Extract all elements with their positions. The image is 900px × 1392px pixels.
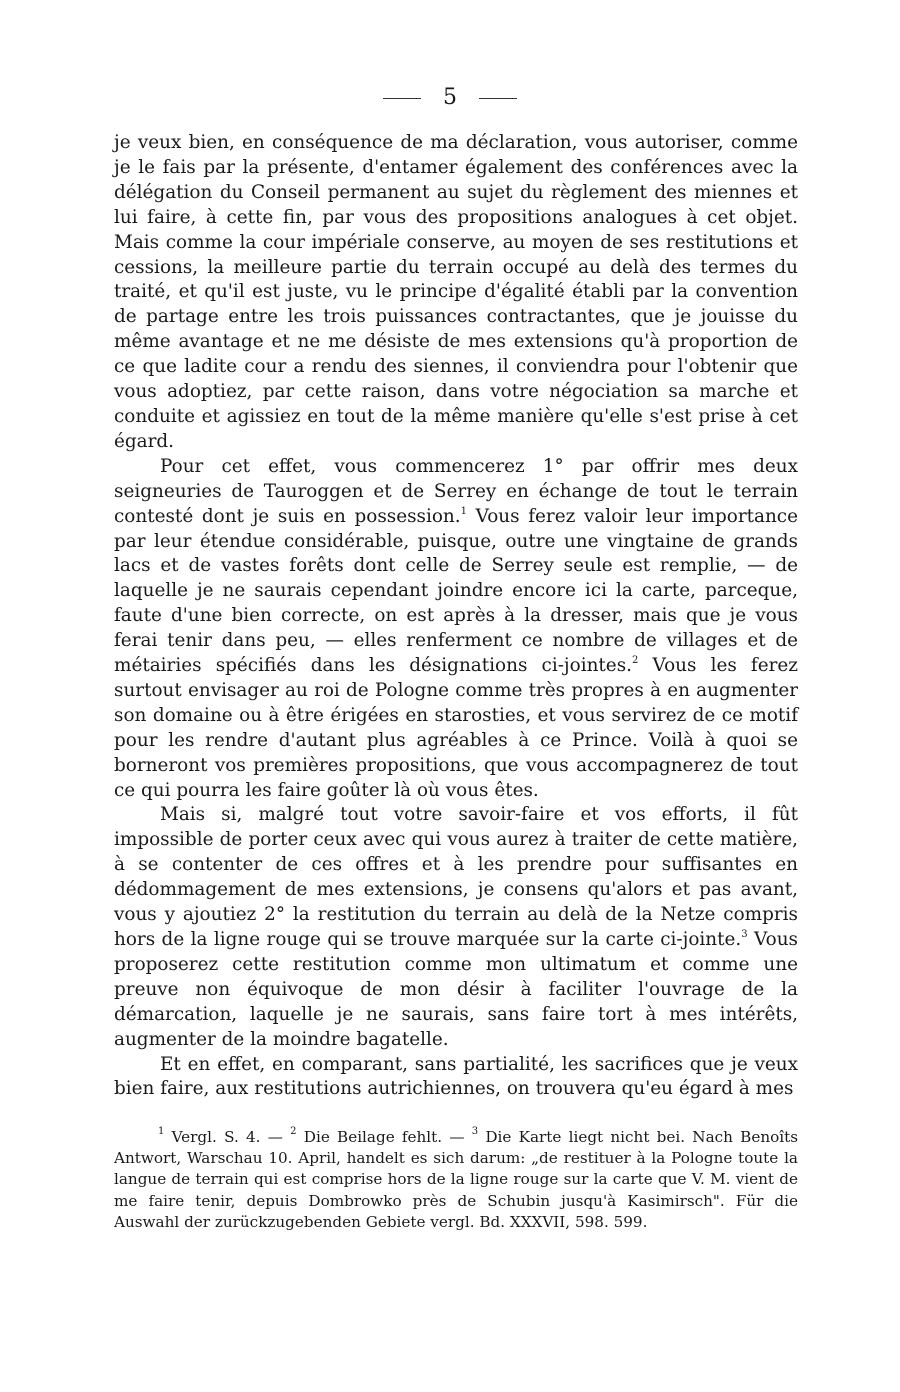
- paragraph-3-part-2: Vous proposerez cette restitution comme mon ultimatum et comme une preuve non équivoque de mon désir à faciliter l'ouvrage de la démarcation, laquelle je ne saurais, sans faire tort à mes intérêts, augmenter de la moindre bagatelle.: [114, 929, 798, 1050]
- footnote-mark-3: 3: [471, 1126, 479, 1137]
- footnote-ref-2: 2: [631, 655, 639, 667]
- paragraph-4: Et en effet, en comparant, sans partialité, les sacrifices que je veux bien faire, aux restitutions autrichiennes, on trouvera qu'eu égard à mes: [114, 1053, 798, 1100]
- footnote-text-3: Die Karte liegt nicht bei. Nach Benoîts Antwort, Warschau 10. April, handelt es sich darum: „de restituer à la Pologne toute la langue de terrain qui est comprise hors de la ligne rouge sur la carte que V. M. vient de me faire tenir, depuis Dombrowko près de Schubin jusqu'à Kasimirsch". Für die Auswahl der zurückzugebenden Gebiete vergl. Bd. XXXVII, 598. 599.: [114, 1128, 799, 1231]
- footnote-mark-2: 2: [290, 1126, 297, 1137]
- footnotes: [114, 1127, 798, 1233]
- paragraph-3-part-1: Mais si, malgré tout votre savoir-faire et vos efforts, il fût impossible de porter ceux avec qui vous aurez à traiter de cette matière, à se contenter de ces offres et à les prendre pour suffisantes en dédommagement de mes extensions, je consens qu'alors et pas avant, vous y ajoutiez 2° la restitution du terrain au delà de la Netze compris hors de la ligne rouge qui se trouve marquée sur la carte ci-jointe.: [114, 804, 798, 950]
- paragraph-3: [114, 803, 798, 1052]
- paragraph-2-part-1: Pour cet effet, vous commencerez 1° par offrir mes deux seigneuries de Tauroggen et de Serrey en échange de tout le terrain contesté dont je suis en possession.: [114, 455, 798, 527]
- header-rule-right: [479, 98, 517, 99]
- footnote-mark-1: 1: [158, 1126, 165, 1137]
- footnote-text-2: Die Beilage fehlt. —: [296, 1128, 472, 1146]
- paragraph-2: [114, 455, 798, 804]
- footnote-ref-3: 3: [741, 929, 748, 940]
- page-header: [0, 86, 900, 110]
- footnote-text-1: Vergl. S. 4. —: [164, 1128, 291, 1146]
- page-number: 5: [443, 85, 457, 110]
- paragraph-2-part-2: Vous ferez valoir leur importance par leur étendue considérable, puisque, outre une vingtaine de grands lacs et de vastes forêts dont celle de Serrey seule est remplie, — de laquelle je ne saurais cependant joindre encore ici la carte, parceque, faute d'une bien correcte, on est après à la dresser, mais que je vous ferai tenir dans peu, — elles renferment ce nombre de villages et de métairies spécifiés dans les désignations ci-jointes.: [114, 505, 798, 677]
- header-rule-left: [383, 98, 421, 99]
- footnote-ref-1: 1: [460, 505, 467, 517]
- paragraph-2-part-3: Vous les ferez surtout envisager au roi de Pologne comme très propres à en augmenter son domaine ou à être érigées en starosties, et vous servirez de ce motif pour les rendre d'autant plus agréables à ce Prince. Voilà à quoi se borneront vos premières propositions, que vous accompagnerez de tout ce qui pourra les faire goûter là où vous êtes.: [114, 655, 798, 801]
- paragraph-1: je veux bien, en conséquence de ma déclaration, vous autoriser, comme je le fais par la présente, d'entamer également des conférences avec la délégation du Conseil permanent au sujet du règlement des miennes et lui faire, à cette fin, par vous des propositions analogues à cet objet. Mais comme la cour impériale conserve, au moyen de ses restitutions et cessions, la meilleure partie du terrain occupé au delà des termes du traité, et qu'il est juste, vu le principe d'égalité établi par la convention de partage entre les trois puissances contractantes, que je jouisse du même avantage et ne me désiste de mes extensions qu'à proportion de ce que ladite cour a rendu des siennes, il conviendra pour l'obtenir que vous adoptiez, par cette raison, dans votre négociation sa marche et conduite et agissiez en tout de la même manière qu'elle s'est prise à cet égard.: [114, 132, 798, 452]
- footnote-block: [114, 1127, 798, 1233]
- body-text: [114, 131, 798, 1102]
